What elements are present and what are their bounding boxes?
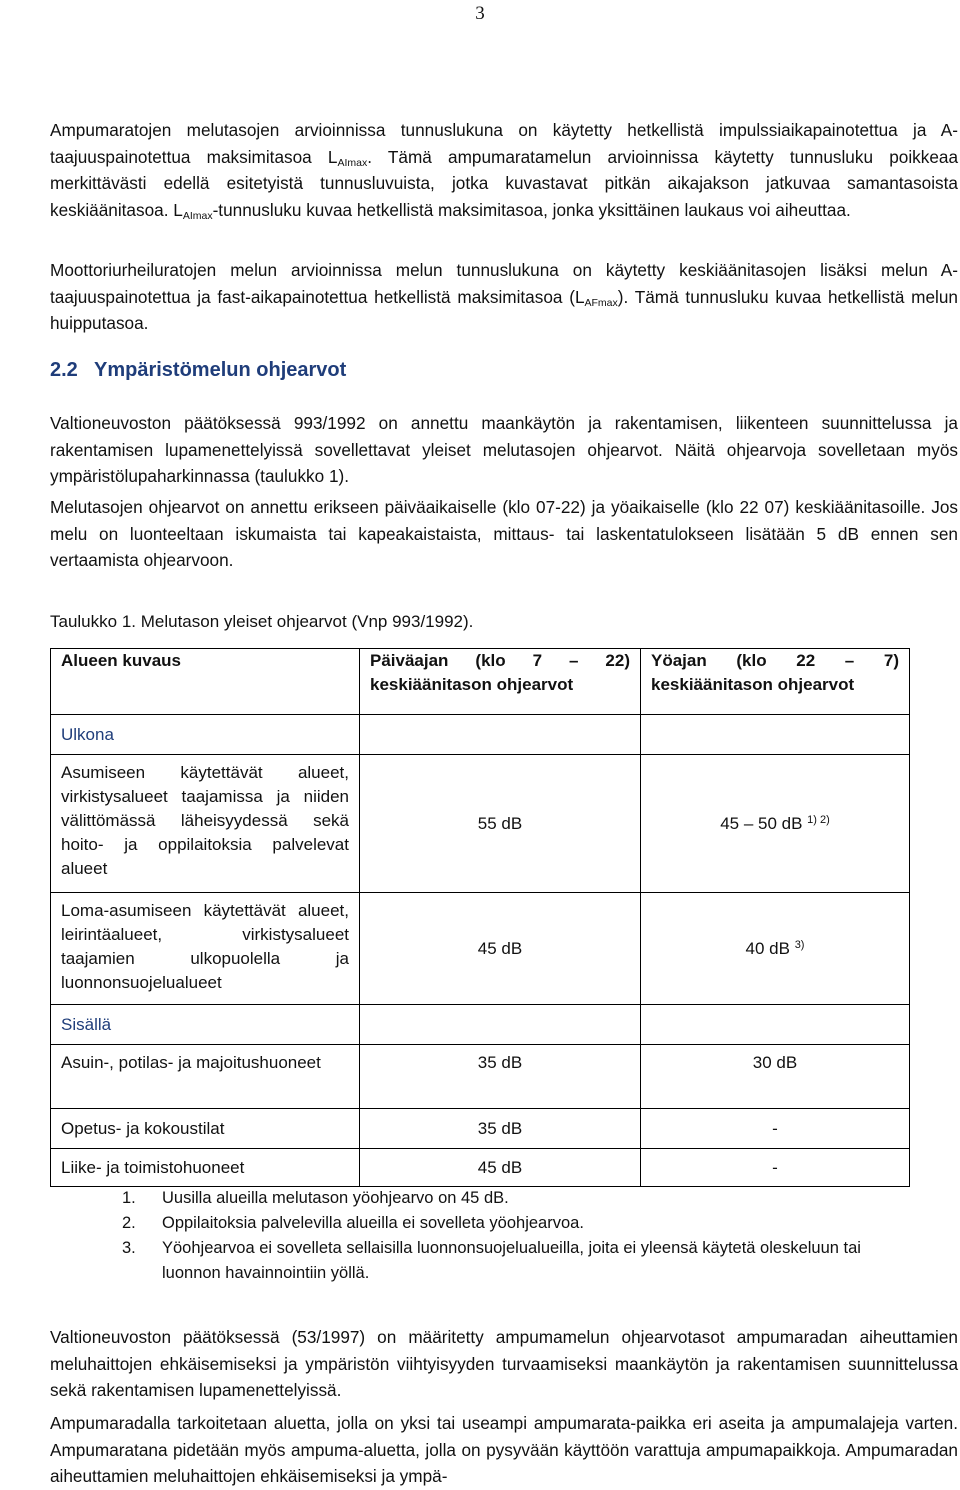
footnote-text: Yöohjearvoa ei sovelleta sellaisilla luonnonsuojelualueilla, joita ei yleensä käytetä oleskeluun tai luonnon havainnointiin yöllä. (162, 1239, 861, 1282)
subscript: AImax (337, 156, 368, 169)
footnote-ref: 1) 2) (807, 813, 830, 826)
night-value-cell (641, 893, 910, 1005)
day-value-cell: 45 dB (360, 1149, 641, 1187)
table-cell-empty (641, 1005, 910, 1045)
paragraph-day-night-values: Melutasojen ohjearvot on annettu erikseen päiväaikaiselle (klo 07-22) ja yöaikaiselle (klo 22 07) keskiäänitasoille. Jos melu on luonteeltaan iskumaista tai kapeakaistaista, mittaus- tai laskentatulokseen lisätään 5 dB ennen sen vertaamista ohjearvoon. (50, 497, 958, 570)
table-row (51, 1149, 910, 1187)
section-number: 2.2 (50, 359, 78, 381)
table-cell-empty (641, 715, 910, 755)
footnote (122, 1186, 922, 1211)
noise-limits-table (50, 648, 910, 1187)
footnote-number: 2. (122, 1214, 136, 1232)
footnote-text: Uusilla alueilla melutason yöohjearvo on 45 dB. (162, 1189, 509, 1207)
footnote-text: Oppilaitoksia palvelevilla alueilla ei sovelleta yöohjearvoa. (162, 1214, 584, 1232)
page-number: 3 (475, 3, 485, 24)
header-day-values: Päiväajan (klo 7 – 22) keskiäänitason ohjearvot (360, 649, 641, 715)
area-cell: Liike- ja toimistohuoneet (51, 1149, 360, 1187)
table-row (51, 1045, 910, 1109)
table-row (51, 893, 910, 1005)
night-value: 45 – 50 dB (720, 813, 803, 833)
text-run: ). Tämä tunnusluku kuvaa hetkellistä melun huipputasoa. (50, 286, 958, 333)
table-cell-empty (360, 1005, 641, 1045)
group-label-outdoor: Ulkona (51, 715, 360, 755)
table-cell-empty (360, 715, 641, 755)
header-area-description: Alueen kuvaus (51, 649, 360, 715)
paragraph-vnp-decision: Valtioneuvoston päätöksessä 993/1992 on annettu maankäytön ja rakentamisen, liikenteen suunnittelussa ja rakentamisen lupamenettelyissä sovellettavat yleiset melutasojen ohjearvot. Näitä ohjearvoja sovelletaan myös ympäristölupaharkinnassa (taulukko 1). (50, 413, 958, 486)
day-value-cell: 45 dB (360, 893, 641, 1005)
table-row (51, 1109, 910, 1149)
subscript: AFmax (584, 296, 618, 309)
day-value-cell: 55 dB (360, 755, 641, 893)
night-value: 40 dB (745, 938, 790, 958)
area-cell: Loma-asumiseen käytettävät alueet, leirintäalueet, virkistysalueet taajamien ulkopuolella ja luonnonsuojelualueet (51, 893, 360, 1005)
footnote (122, 1236, 922, 1286)
group-label-indoor: Sisällä (51, 1005, 360, 1045)
area-cell: Asuin-, potilas- ja majoitushuoneet (51, 1045, 360, 1109)
text-run: Ampumaratojen melutasojen arvioinnissa tunnuslukuna on käytetty hetkellistä impulssiaikapainotettua ja A-taajuuspainotettua maksimitasoa L (50, 120, 958, 167)
area-cell: Opetus- ja kokoustilat (51, 1109, 360, 1149)
day-value-cell: 35 dB (360, 1045, 641, 1109)
table-header-row (51, 649, 910, 715)
section-title: Ympäristömelun ohjearvot (94, 359, 347, 381)
table-row (51, 755, 910, 893)
footnote-number: 1. (122, 1189, 136, 1207)
table-group-row (51, 715, 910, 755)
paragraph-shooting-range-definition: Ampumaradalla tarkoitetaan aluetta, jolla on yksi tai useampi ampumarata-paikka eri aseita ja ampumalajeja varten. Ampumaratana pidetään myös ampuma-aluetta, jolla on pysyvään käyttöön varattuja ampumapaikkoja. Ampumaradan aiheuttamien meluhaittojen ehkäisemiseksi ja ympä- (50, 1413, 958, 1486)
night-value-cell: - (641, 1149, 910, 1187)
night-value-cell: - (641, 1109, 910, 1149)
area-cell: Asumiseen käytettävät alueet, virkistysalueet taajamissa ja niiden välittömässä läheisyydessä sekä hoito- ja oppilaitoksia palvelevat alueet (51, 755, 360, 893)
text-run: . Tämä ampumaratamelun arvioinnissa käytetty tunnusluku poikkeaa merkittävästi edellä esitetyistä tunnusluvuista, jotka kuvastavat pitkän aikajakson jatkuvaa samantasoista keskiäänitasoa. L (50, 146, 958, 220)
text-run: -tunnusluku kuvaa hetkellistä maksimitasoa, jonka yksittäinen laukaus voi aiheuttaa. (212, 199, 851, 220)
footnote-ref: 3) (794, 938, 805, 951)
day-value-cell: 35 dB (360, 1109, 641, 1149)
footnote (122, 1211, 922, 1236)
section-heading (50, 359, 346, 382)
subscript: AImax (182, 209, 213, 222)
table-group-row (51, 1005, 910, 1045)
table-footnotes (122, 1186, 922, 1286)
table-caption: Taulukko 1. Melutason yleiset ohjearvot (Vnp 993/1992). (50, 612, 474, 631)
footnote-number: 3. (122, 1239, 136, 1257)
paragraph-shooting-noise-decision: Valtioneuvoston päätöksessä (53/1997) on määritetty ampumamelun ohjearvotasot ampumaradan aiheuttamien meluhaittojen ehkäisemiseksi ja ympäristön viihtyisyyden turvaamiseksi maankäytön ja rakentamisen suunnittelussa sekä rakentamisen lupamenettelyissä. (50, 1327, 958, 1400)
night-value-cell: 30 dB (641, 1045, 910, 1109)
text-run: Moottoriurheiluratojen melun arvioinnissa melun tunnuslukuna on käytetty keskiäänitasojen lisäksi melun A-taajuuspainotettua ja fast-aikapainotettua hetkellistä maksimitasoa (L (50, 260, 958, 307)
paragraph-shooting-range-metric (50, 117, 958, 223)
night-value-cell (641, 755, 910, 893)
paragraph-motorsport-metric (50, 257, 958, 337)
header-night-values: Yöajan (klo 22 – 7) keskiäänitason ohjearvot (641, 649, 910, 715)
